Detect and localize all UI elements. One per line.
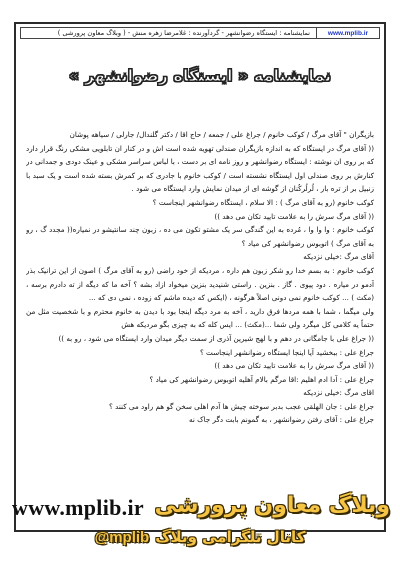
paragraph: (( آقای مرگ سرش را به علامت تایید تکان می دهد )) <box>214 211 374 221</box>
paragraph: جراغ علی : ببخشید آیا اینجا ایستگاه رضوانشهر اینجاست ؟ <box>199 347 374 357</box>
paragraph: جراغ علی : آدا ادم اهلیم :اقا مرگم بالام آهلیه اتوبوس رضوانشهر کی میاد ؟ <box>149 374 374 384</box>
header-site-url[interactable]: www.mplib.ir <box>316 28 379 38</box>
paragraph: جراغ علی : آقای رفتن رضوانشهر ، به گمونم بابت دگر جاک نه <box>189 415 374 425</box>
paragraph: کوکب خانوم (رو به آقای مرگ ) : الا سلام ، ایستگاه رضوانشهر اینجاست ؟ <box>152 197 374 207</box>
telegram-channel-caption <box>0 528 400 546</box>
watermark-overlay <box>0 490 400 565</box>
paragraph: بازیگران " آقای مرگ / کوکب خانوم / جراغ علی / جمعه / حاج اقا / دکتر گلندال/ جارلی / سیاهه پوشان <box>69 130 374 139</box>
document-page <box>14 22 386 532</box>
watermark-url[interactable]: www.mplib.ir <box>12 495 144 520</box>
page-title: نمایشنامه « ایستگاه رضوانشهر » <box>68 66 332 85</box>
paragraph: ولی میگما ، شما با همه مردها فرق دارید ، آخه به مرد دیگه اینجا بود با دیدن به خانوم محترم و با شخصیت مثل من حتماً یه کلامی کل میگرد ولی شما ...(مکث) ... ایس کله که به چیزی بگو مردیکه هش <box>26 306 374 330</box>
paragraph: اقای مرگ :خیلی نزدیکه <box>303 388 374 398</box>
paragraph: (( جراغ علی با جامگانی در دهم و با لهج شیرین آذری از سمت دیگر میدان وارد ایستگاه می شود ، رو به )) <box>58 333 374 343</box>
paragraph: آقای مرگ :خیلی نزدیکه <box>303 252 374 262</box>
header-text: نمایشنامه : ایستگاه رضوانشهر - گردآورنده : غلامرضا زهره منش - ( وبلاگ معاون پرورشی ) <box>57 29 310 37</box>
watermark-brand: وبلاگ معاون پرورشی <box>154 493 390 518</box>
paragraph: (( آقای مرگ در ایستگاه که به اندازه بازیگران صندلی تهویه شده است اش و در کنار ان تابلویی مشکی رنگ قرار دارد که بر روی ان نوشته : ایستگاه رضوانشهر و روز نامه ای بر دست ، با لباس سراسر مشکی و عینک دودی و جمدانی در کنارش بر روی صندلی اول ایستگاه نشسته است / کوکب خانوم با جادری که بر کمرش بسته شده است و یک سبد با زنبیل بر از تره بار ، لُرلُرکُنان از گوشه ای از میدان نمایش وارد ایستگاه می شود . <box>26 143 374 194</box>
channel-label: کانال تلگرامی وبلاگ <box>155 528 306 546</box>
paragraph: (( آقای مرگ سرش را به علامت تایید تکان می دهد )) <box>214 361 374 371</box>
paragraph: کوکب خانوم : به بسم خدا رو شکر زبون هم داره ، مردیکه از خود راضی (رو به آقای مرگ ) اصون از این ترانیک بذر آدمو در میاره . دود پیوی . گاز . بنزین . راستی شنیدید بنزین میخواد ازاد بشه ؟ آخه ما که دیگه از ته دادرم برسه ، (مکث ) ... کوکب خانوم نمی دونی اصلاً هرگونه ، (ایکس که دیده ماشم که زوده ، نمی دی که ... <box>26 265 374 303</box>
body-text <box>26 128 374 494</box>
paragraph: جراغ علی : جان الهلقی عجب بدبر سوخته چیش ها آدم اهلی سخن گو هم راود می کنند ؟ <box>109 401 374 411</box>
channel-handle[interactable]: @mplib <box>94 529 150 546</box>
running-header <box>20 27 380 39</box>
paragraph: کوکب خانوم : وا وا وا ، مُرده به این گندگی سر یک مشتو تکون می ده ، زبون چند سانتیشو در نمیاره(( مجدد گ ، رو به آقای مرگ ) اتوبوس رضوانشهر کی میاد ؟ <box>26 225 374 248</box>
